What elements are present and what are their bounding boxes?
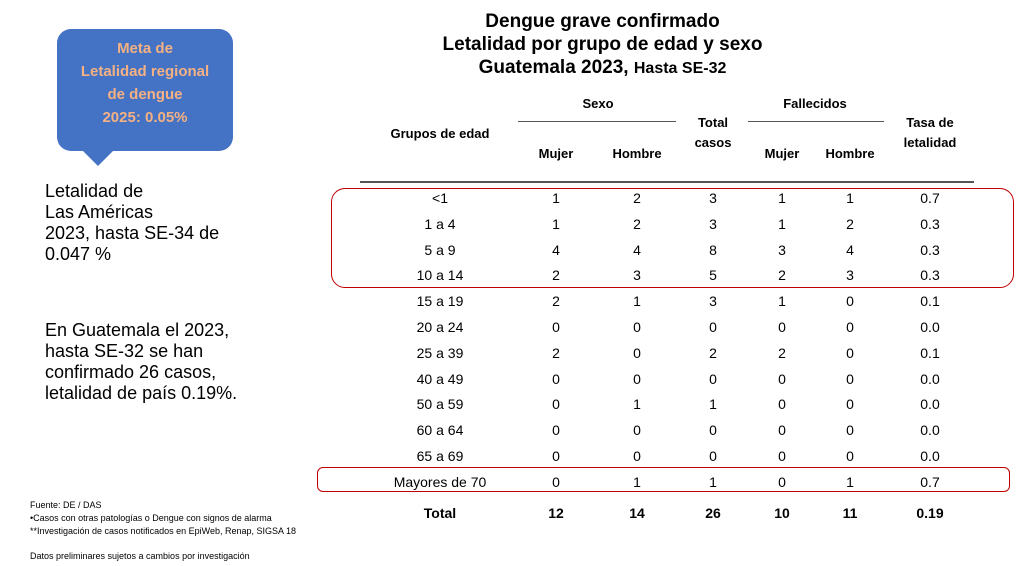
total-value-cell: 14 [629,505,645,521]
value-cell: 0.1 [920,293,940,310]
value-cell: 0 [846,344,854,361]
footnote-1: •Casos con otras patologías o Dengue con signos de alarma [30,513,272,523]
header-age-group: Grupos de edad [390,126,490,141]
value-cell: 2 [846,215,854,232]
value-cell: 0 [552,319,560,335]
callout-tail [82,150,114,166]
value-cell: 0 [778,422,786,439]
value-cell: 2 [778,344,786,361]
value-cell: 0 [778,396,786,413]
value-cell: 0 [633,448,641,464]
value-cell: 0 [633,344,641,361]
age-group-cell: 5 a 9 [424,241,456,258]
value-cell: 0 [846,293,854,310]
value-cell: 2 [552,293,560,310]
value-cell: 0 [633,422,641,439]
value-cell: 0 [778,319,786,335]
age-group-cell: <1 [432,190,448,206]
value-cell: 1 [709,396,717,413]
callout-line: 2025: 0.05% [102,109,188,126]
value-cell: 0 [778,448,786,464]
total-value-cell: 12 [548,505,564,521]
header-f-mujer: Mujer [764,146,800,161]
value-cell: 0 [778,473,786,490]
age-group-cell: 40 a 49 [416,370,464,387]
value-cell: 0.0 [920,448,940,464]
value-cell: 1 [778,215,786,232]
title-line-3-small: Hasta SE-32 [633,60,727,77]
title-line-2: Letalidad por grupo de edad y sexo [442,34,763,55]
value-cell: 0 [552,448,560,464]
value-cell: 3 [633,267,641,284]
footnote-source: Fuente: DE / DAS [30,500,102,510]
value-cell: 0.7 [920,473,940,490]
value-cell: 0 [552,422,560,439]
age-group-cell: 60 a 64 [416,422,464,439]
value-cell: 0 [552,396,560,413]
header-f-hombre: Hombre [825,146,875,161]
americas-lethality-text: Letalidad de Las Américas 2023, hasta SE-34 de 0.047 % [45,181,220,264]
value-cell: 2 [552,267,560,284]
value-cell: 1 [846,473,854,490]
age-group-cell: 15 a 19 [416,293,464,310]
callout-line: de dengue [107,86,183,103]
value-cell: 0 [846,370,854,387]
value-cell: 4 [846,241,854,258]
footnote-2: **Investigación de casos notificados en EpiWeb, Renap, SIGSA 18 [30,526,296,536]
value-cell: 0.7 [920,190,940,206]
title-line-3-main: Guatemala 2023, [478,57,634,78]
guatemala-lethality-text: En Guatemala el 2023, hasta SE-32 se han confirmado 26 casos, letalidad de país 0.19%. [45,320,238,403]
value-cell: 0.0 [920,319,940,335]
value-cell: 2 [633,215,641,232]
value-cell: 0 [709,319,717,335]
title-line-3 [360,56,845,80]
header-sexo: Sexo [582,96,614,111]
value-cell: 4 [633,241,641,258]
fallecidos-divider [748,121,884,122]
value-cell: 0 [709,370,717,387]
value-cell: 3 [709,215,717,232]
value-cell: 0 [846,396,854,413]
value-cell: 1 [778,190,786,206]
header-mujer: Mujer [538,146,574,161]
value-cell: 0 [552,370,560,387]
header-tasa: Tasa de letalidad [903,115,957,150]
age-group-cell: 50 a 59 [416,396,464,413]
value-cell: 8 [709,241,717,258]
value-cell: 3 [778,241,786,258]
age-group-cell: Mayores de 70 [393,473,487,490]
value-cell: 0 [846,319,854,335]
value-cell: 0.3 [920,241,940,258]
value-cell: 0.3 [920,267,940,284]
value-cell: 2 [552,344,560,361]
value-cell: 1 [633,473,641,490]
total-value-cell: 11 [842,505,858,521]
footnote-disclaimer: Datos preliminares sujetos a cambios por investigación [30,551,250,561]
value-cell: 0.0 [920,396,940,413]
value-cell: 0.0 [920,422,940,439]
value-cell: 0 [846,422,854,439]
header-total-casos: Total casos [694,115,732,150]
sexo-divider [518,121,676,122]
value-cell: 0.3 [920,215,940,232]
value-cell: 0.1 [920,344,940,361]
value-cell: 3 [846,267,854,284]
total-label: Total [423,505,457,521]
age-group-cell: 25 a 39 [416,344,464,361]
value-cell: 1 [778,293,786,310]
header-fallecidos: Fallecidos [783,96,847,111]
age-group-cell: 10 a 14 [416,267,464,284]
age-group-cell: 1 a 4 [424,215,456,232]
slide-title [360,10,845,80]
total-value-cell: 10 [774,505,790,521]
value-cell: 0 [778,370,786,387]
value-cell: 3 [709,190,717,206]
total-value-cell: 26 [705,505,721,521]
value-cell: 0 [552,473,560,490]
age-group-cell: 65 a 69 [416,448,464,464]
regional-goal-callout [57,29,233,151]
callout-line: Letalidad regional [80,63,210,80]
value-cell: 2 [709,344,717,361]
total-value-cell: 0.19 [916,505,944,521]
value-cell: 1 [633,396,641,413]
value-cell: 1 [846,190,854,206]
value-cell: 0 [633,370,641,387]
value-cell: 0 [709,448,717,464]
header-divider [360,181,974,183]
value-cell: 4 [552,241,560,258]
value-cell: 3 [709,293,717,310]
callout-line: Meta de [117,40,173,57]
value-cell: 1 [709,473,717,490]
value-cell: 0 [709,422,717,439]
header-hombre: Hombre [612,146,662,161]
value-cell: 0 [846,448,854,464]
value-cell: 1 [552,215,560,232]
value-cell: 1 [633,293,641,310]
title-line-1: Dengue grave confirmado [485,11,720,32]
age-group-cell: 20 a 24 [416,319,464,335]
value-cell: 1 [552,190,560,206]
value-cell: 2 [778,267,786,284]
value-cell: 0 [633,319,641,335]
value-cell: 0.0 [920,370,940,387]
value-cell: 5 [709,267,717,284]
value-cell: 2 [633,190,641,206]
